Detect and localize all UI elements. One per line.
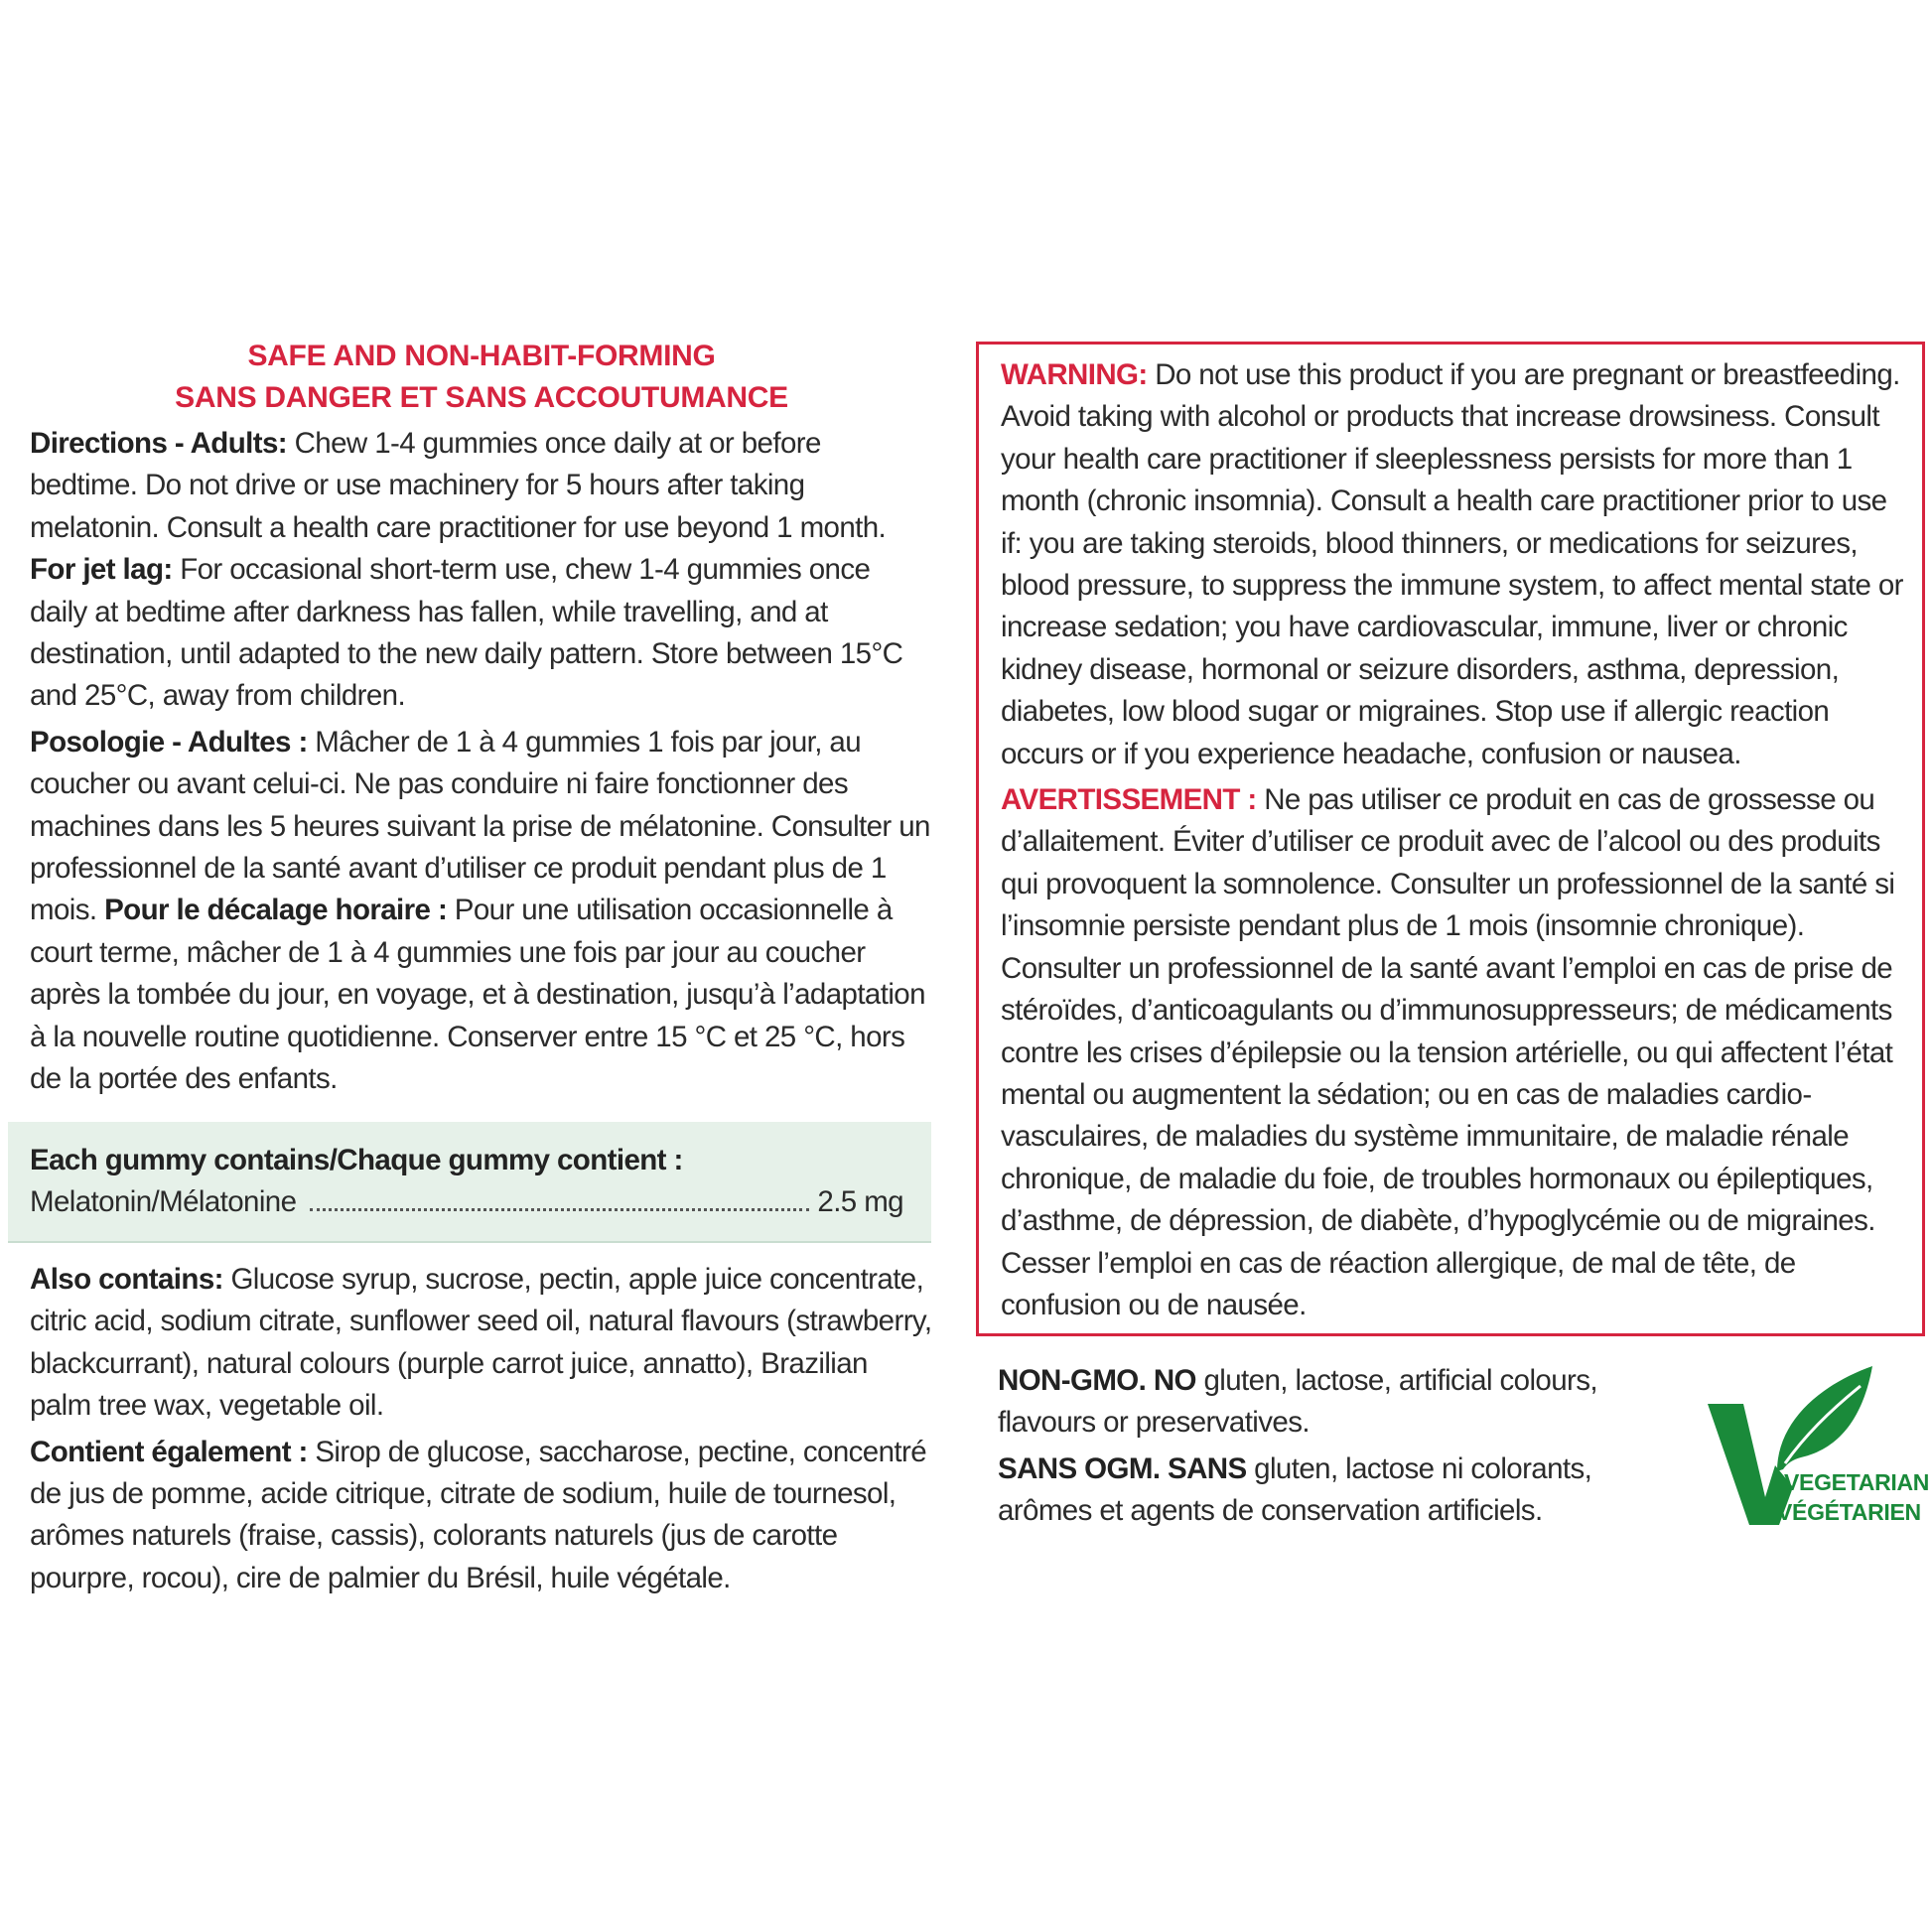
avertissement-label: AVERTISSEMENT :	[1001, 783, 1257, 817]
free-from-section	[998, 1360, 1653, 1533]
also-contains-paragraph	[30, 1259, 933, 1428]
decalage-text: Pour une utilisation occasionnelle à court terme, mâcher de 1 à 4 gummies une fois par jour au coucher après la tombée du jour, en voyage, et à destination, jusqu’à l’adaptation à la nouvelle routine quotidienne. Conserver entre 15 °C et 25 °C, hors de la portée des enfants.	[30, 894, 925, 1096]
non-gmo-label: NON-GMO. NO	[998, 1364, 1196, 1397]
contient-text: Sirop de glucose, saccharose, pectine, concentré de jus de pomme, acide citrique, citrate de sodium, huile de tournesol, arômes naturels (fraise, cassis), colorants naturels (jus de carotte pourpre, rocou), cire de palmier du Brésil, huile végétale.	[30, 1435, 927, 1594]
directions-paragraph	[30, 423, 933, 718]
posologie-paragraph	[30, 722, 933, 1101]
jetlag-label: For jet lag:	[30, 553, 173, 587]
posologie-label: Posologie - Adultes :	[30, 725, 308, 759]
contient-label: Contient également :	[30, 1435, 308, 1468]
non-gmo-text: gluten, lactose, artificial colours, flavours or preservatives.	[998, 1364, 1598, 1440]
also-contains-label: Also contains:	[30, 1263, 223, 1296]
headline-fr: SANS DANGER ET SANS ACCOUTUMANCE	[175, 381, 788, 414]
warning-text: Do not use this product if you are pregnant or breastfeeding. Avoid taking with alcohol or products that increase drowsiness. Consult your health care practitioner if sleeplessness persists for more than 1 month (chronic insomnia). Consult a health care practitioner prior to use if: you are taking steroids, blood thinners, or medications for seizures, blood pressure, to suppress the immune system, to affect mental state or increase sedation; you have cardiovascular, immune, liver or chronic kidney disease, hormonal or seizure disorders, asthma, depression, diabetes, low blood sugar or migraines. Stop use if allergic reaction occurs or if you experience headache, confusion or nausea.	[1001, 358, 1903, 770]
vegetarian-en: VEGETARIAN	[1784, 1469, 1930, 1495]
left-column	[30, 336, 933, 1101]
free-from-fr	[998, 1449, 1653, 1533]
directions-label: Directions - Adults:	[30, 427, 287, 460]
warning-box	[976, 342, 1925, 1336]
sans-ogm-text: gluten, lactose ni colorants, arômes et agents de conservation artificiels.	[998, 1451, 1592, 1528]
ingredient-amount: 2.5 mg	[817, 1185, 903, 1219]
ingredient-row	[30, 1181, 903, 1223]
gummy-contents-box	[8, 1122, 931, 1243]
vegetarian-logo	[1706, 1366, 1930, 1535]
gummy-heading: Each gummy contains/Chaque gummy contient :	[30, 1144, 683, 1176]
vegetarian-fr: VÉGÉTARIEN	[1777, 1499, 1921, 1525]
decalage-label: Pour le décalage horaire :	[96, 894, 448, 927]
avertissement-paragraph	[1001, 779, 1914, 1326]
also-contains-text: Glucose syrup, sucrose, pectin, apple juice concentrate, citric acid, sodium citrate, sunflower seed oil, natural flavours (strawberry, blackcurrant), natural colours (purple carrot juice, annatto), Brazilian palm tree wax, vegetable oil.	[30, 1263, 932, 1423]
avertissement-text: Ne pas utiliser ce produit en cas de grossesse ou d’allaitement. Éviter d’utiliser ce produit avec de l’alcool ou des produits qui provoquent la somnolence. Consulter un professionnel de la santé si l’insomnie persiste pendant plus de 1 mois (insomnie chronique). Consulter un professionnel de la santé avant l’emploi en cas de prise de stéroïdes, d’anticoagulants ou d’immunosuppresseurs; de médicaments contre les crises d’épilepsie ou la tension artérielle, ou qui affectent l’état mental ou augmentent la sédation; ou en cas de maladies cardio-vasculaires, de maladies du système immunitaire, de maladie rénale chronique, de maladie du foie, de troubles hormonaux ou épileptiques, d’asthme, de dépression, de diabète, d’hypoglycémie ou de migraines. Cesser l’emploi en cas de réaction allergique, de mal de tête, de confusion ou de nausée.	[1001, 783, 1895, 1321]
posologie-text: Mâcher de 1 à 4 gummies 1 fois par jour, au coucher ou avant celui-ci. Ne pas conduire ni faire fonctionner des machines dans les 5 heures suivant la prise de mélatonine. Consulter un professionnel de la santé avant d’utiliser ce produit pendant plus de 1 mois.	[30, 725, 930, 927]
warning-label: WARNING:	[1001, 358, 1148, 391]
sans-ogm-label: SANS OGM. SANS	[998, 1451, 1247, 1485]
ingredient-name: Melatonin/Mélatonine	[30, 1185, 297, 1219]
warning-paragraph	[1001, 354, 1914, 775]
contient-paragraph	[30, 1432, 933, 1600]
free-from-en	[998, 1360, 1653, 1445]
jetlag-text: For occasional short-term use, chew 1-4 gummies once daily at bedtime after darkness has fallen, while travelling, and at destination, until adapted to the new daily pattern. Store between 15°C and 25°C, away from children.	[30, 553, 903, 713]
also-contains-section	[30, 1259, 933, 1599]
directions-text: Chew 1-4 gummies once daily at or before bedtime. Do not drive or use machinery for 5 hours after taking melatonin. Consult a health care practitioner for use beyond 1 month.	[30, 427, 887, 544]
dot-leader	[310, 1207, 809, 1211]
headline-en: SAFE AND NON-HABIT-FORMING	[247, 340, 716, 372]
